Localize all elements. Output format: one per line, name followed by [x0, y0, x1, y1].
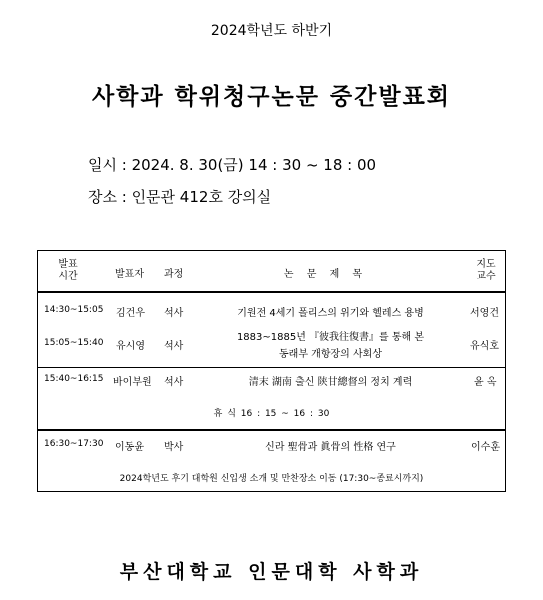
- schedule-table: [37, 250, 506, 492]
- row-presenter: 김건우: [116, 308, 145, 319]
- row-time: 15:05~15:40: [44, 338, 104, 348]
- header-time: 발표 시간: [58, 259, 78, 282]
- header-advisor: 지도 교수: [476, 259, 496, 282]
- break-row: 휴 식 16 : 15 ~ 16 : 30: [213, 409, 330, 419]
- event-location: 장소 : 인문관 412호 강의실: [88, 188, 272, 206]
- row-course: 석사: [164, 377, 184, 388]
- row-advisor: 서영건: [470, 308, 499, 319]
- row-title: 清末 湖南 출신 陕甘總督의 정치 계력: [248, 377, 413, 388]
- organizer-footer: 부산대학교 인문대학 사학과: [119, 561, 424, 583]
- row-time: 14:30~15:05: [44, 305, 104, 315]
- row-time: 16:30~17:30: [44, 439, 104, 449]
- row-title: 기원전 4세기 폴리스의 위기와 헬레스 용병: [237, 308, 424, 319]
- row-title: 신라 聖骨과 眞骨의 性格 연구: [265, 442, 396, 453]
- row-advisor: 이수훈: [471, 442, 500, 453]
- row-presenter: 유시영: [116, 341, 145, 352]
- header-title: 논 문 제 목: [283, 269, 363, 280]
- header-course: 과정: [164, 269, 184, 280]
- row-course: 석사: [164, 308, 184, 319]
- row-time: 15:40~16:15: [44, 374, 104, 384]
- schedule-note: 2024학년도 후기 대학원 신입생 소개 및 만찬장소 이동 (17:30~종료시까지): [119, 474, 424, 484]
- event-title: 사학과 학위청구논문 중간발표회: [91, 84, 452, 110]
- header-divider: [38, 291, 505, 293]
- row-advisor: 유식호: [470, 341, 499, 352]
- row-presenter: 이동윤: [115, 442, 144, 453]
- row-course: 박사: [164, 442, 184, 453]
- row-advisor: 윤 옥: [474, 377, 497, 388]
- event-subtitle: 2024학년도 하반기: [210, 23, 333, 39]
- header-presenter: 발표자: [115, 269, 144, 280]
- section-divider: [38, 429, 505, 431]
- row-divider: [38, 367, 505, 368]
- row-course: 석사: [164, 341, 184, 352]
- row-title: 1883~1885년 『彼我往復書』를 통해 본 동래부 개항장의 사회상: [236, 332, 425, 360]
- row-presenter: 바이부원: [113, 377, 152, 388]
- event-datetime: 일시 : 2024. 8. 30(금) 14 : 30 ~ 18 : 00: [88, 156, 377, 174]
